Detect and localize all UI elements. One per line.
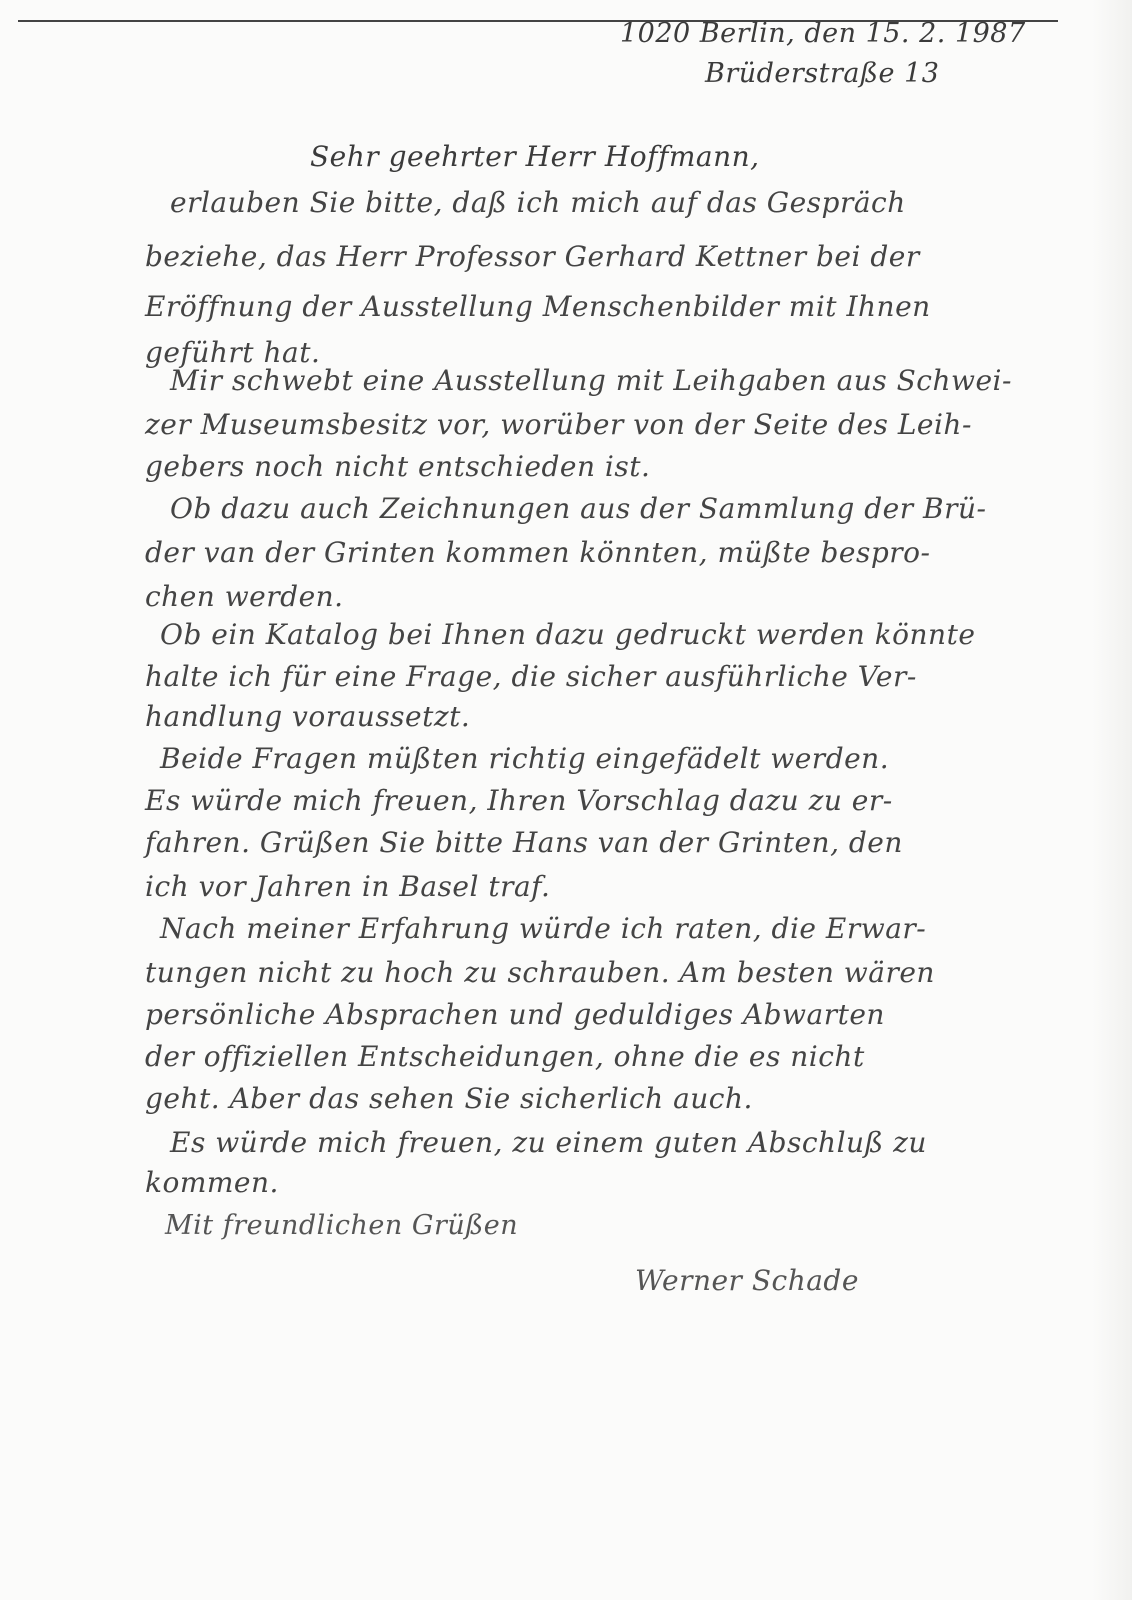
body-line: geht. Aber das sehen Sie sicherlich auch. [145,1082,753,1115]
body-line: chen werden. [145,580,344,613]
body-line: Nach meiner Erfahrung würde ich raten, die Erwar- [160,912,927,945]
salutation: Sehr geehrter Herr Hoffmann, [310,140,760,173]
body-line: geführt hat. [145,336,321,369]
body-line: der van der Grinten kommen könnten, müßte bespro- [145,536,931,569]
body-line: der offiziellen Entscheidungen, ohne die es nicht [145,1040,865,1073]
body-line: Beide Fragen müßten richtig eingefädelt werden. [160,742,890,775]
body-line: tungen nicht zu hoch zu schrauben. Am besten wären [145,956,935,989]
signature: Werner Schade [635,1264,859,1297]
body-line: Mir schwebt eine Ausstellung mit Leihgaben aus Schwei- [170,364,1012,397]
body-line: zer Museumsbesitz vor, worüber von der Seite des Leih- [145,408,972,441]
body-line: kommen. [145,1166,279,1199]
body-line: persönliche Absprachen und geduldiges Abwarten [145,998,885,1031]
body-line: fahren. Grüßen Sie bitte Hans van der Grinten, den [145,826,903,859]
place-date: 1020 Berlin, den 15. 2. 1987 [620,18,1026,49]
body-line: gebers noch nicht entschieden ist. [145,450,651,483]
page-edge-shadow [1092,0,1132,1600]
body-line: Eröffnung der Ausstellung Menschenbilder mit Ihnen [145,290,931,323]
body-line: Es würde mich freuen, zu einem guten Abschluß zu [170,1126,927,1159]
sender-address: Brüderstraße 13 [705,58,940,89]
body-line: ich vor Jahren in Basel traf. [145,870,551,903]
body-line: Ob dazu auch Zeichnungen aus der Sammlung der Brü- [170,492,987,525]
body-line: handlung voraussetzt. [145,700,471,733]
body-line: beziehe, das Herr Professor Gerhard Kettner bei der [145,240,920,273]
closing: Mit freundlichen Grüßen [165,1210,519,1241]
body-line: Ob ein Katalog bei Ihnen dazu gedruckt werden könnte [160,618,976,651]
body-line: halte ich für eine Frage, die sicher ausführliche Ver- [145,660,917,693]
body-line: Es würde mich freuen, Ihren Vorschlag dazu zu er- [145,784,893,817]
body-line: erlauben Sie bitte, daß ich mich auf das Gespräch [170,186,906,219]
